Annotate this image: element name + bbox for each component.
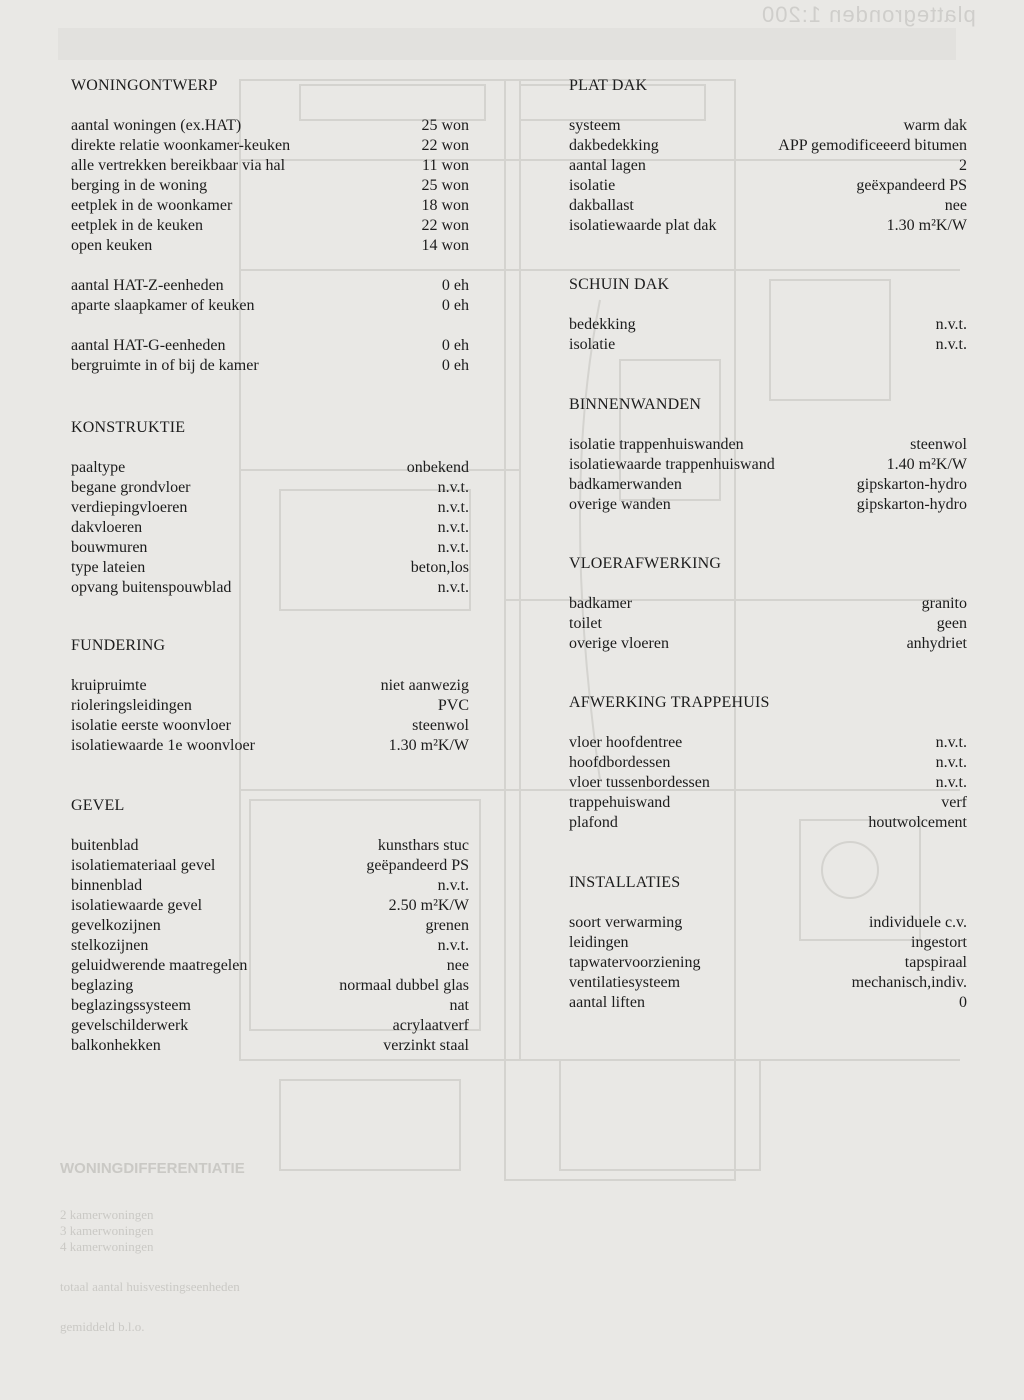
- section-title: PLAT DAK: [569, 77, 648, 94]
- row-value: grenen: [425, 917, 469, 934]
- table-row: [71, 956, 469, 976]
- row-value: 2.50 m²K/W: [388, 897, 469, 914]
- table-row: [71, 676, 469, 696]
- section-konstruktie: [71, 418, 469, 598]
- row-label: vloer hoofdentree: [569, 734, 683, 751]
- row-value: PVC: [437, 697, 469, 714]
- table-row: [71, 296, 469, 316]
- table-row: [71, 996, 469, 1016]
- table-row: [569, 753, 967, 773]
- table-row: [569, 973, 967, 993]
- row-label: aantal liften: [569, 994, 645, 1011]
- row-value: tapspiraal: [904, 954, 967, 971]
- row-label: direkte relatie woonkamer-keuken: [71, 137, 291, 154]
- section-plat-dak: [569, 76, 967, 236]
- row-label: isolatie trappenhuiswanden: [569, 436, 744, 453]
- row-label: verdiepingvloeren: [71, 499, 188, 516]
- row-label: isolatie eerste woonvloer: [71, 717, 231, 734]
- table-row: [569, 773, 967, 793]
- section-title: FUNDERING: [71, 637, 166, 654]
- table-row: [71, 696, 469, 716]
- section-schuin-dak: [569, 275, 967, 355]
- row-label: aantal lagen: [569, 157, 646, 174]
- table-row: [569, 614, 967, 634]
- row-value: acrylaatverf: [392, 1017, 469, 1034]
- table-row: [71, 116, 469, 136]
- row-label: isolatie: [569, 336, 616, 353]
- section-afwerking-trappehuis: [569, 693, 967, 833]
- row-value: 1.30 m²K/W: [388, 737, 469, 754]
- row-value: kunsthars stuc: [377, 837, 469, 854]
- row-label: soort verwarming: [569, 914, 683, 931]
- row-label: beglazingssysteem: [71, 997, 191, 1014]
- table-row: [569, 335, 967, 355]
- row-value: 0: [959, 994, 967, 1011]
- table-row: [569, 116, 967, 136]
- row-value: 1.40 m²K/W: [886, 456, 967, 473]
- row-label: begane grondvloer: [71, 479, 191, 496]
- row-label: aantal HAT-Z-eenheden: [71, 277, 224, 294]
- row-label: isolatiemateriaal gevel: [71, 857, 216, 874]
- row-label: bouwmuren: [71, 539, 148, 556]
- section-title: VLOERAFWERKING: [569, 555, 722, 572]
- row-value: houtwolcement: [868, 814, 967, 831]
- row-label: paaltype: [71, 459, 126, 476]
- row-value: n.v.t.: [935, 316, 967, 333]
- row-value: anhydriet: [906, 635, 967, 652]
- row-label: gevelkozijnen: [71, 917, 161, 934]
- row-value: gipskarton-hydro: [856, 496, 967, 513]
- table-row: [71, 458, 469, 478]
- table-row: [71, 976, 469, 996]
- table-row: [71, 736, 469, 756]
- row-label: badkamer: [569, 595, 633, 612]
- row-value: 14 won: [421, 237, 469, 254]
- table-row: [569, 793, 967, 813]
- row-value: 22 won: [421, 137, 469, 154]
- row-value: nat: [449, 997, 469, 1014]
- table-row: [71, 478, 469, 498]
- table-row: [569, 594, 967, 614]
- table-row: [71, 156, 469, 176]
- row-label: stelkozijnen: [71, 937, 149, 954]
- row-value: geëpandeerd PS: [366, 857, 469, 874]
- row-value: 25 won: [421, 117, 469, 134]
- row-label: geluidwerende maatregelen: [71, 957, 248, 974]
- row-value: onbekend: [406, 459, 469, 476]
- row-label: plafond: [569, 814, 618, 831]
- table-row: [71, 916, 469, 936]
- ghost-footer-row: 3 kamerwoningen: [60, 1223, 154, 1238]
- table-row: [71, 716, 469, 736]
- row-label: aantal woningen (ex.HAT): [71, 117, 242, 134]
- table-row: [569, 156, 967, 176]
- section-title: GEVEL: [71, 797, 125, 814]
- table-row: [71, 176, 469, 196]
- table-row: [71, 356, 469, 376]
- row-value: n.v.t.: [935, 336, 967, 353]
- row-label: eetplek in de woonkamer: [71, 197, 233, 214]
- section-installaties: [569, 873, 967, 1013]
- table-row: [71, 216, 469, 236]
- ghost-footer-row: 2 kamerwoningen: [60, 1207, 154, 1222]
- row-label: gevelschilderwerk: [71, 1017, 189, 1034]
- section-title: SCHUIN DAK: [569, 276, 670, 293]
- row-label: open keuken: [71, 237, 153, 254]
- row-value: 0 eh: [441, 337, 469, 354]
- row-label: isolatiewaarde 1e woonvloer: [71, 737, 255, 754]
- row-value: 0 eh: [441, 297, 469, 314]
- row-label: leidingen: [569, 934, 629, 951]
- row-label: beglazing: [71, 977, 134, 994]
- row-value: 1.30 m²K/W: [886, 217, 967, 234]
- row-label: overige vloeren: [569, 635, 669, 652]
- row-label: eetplek in de keuken: [71, 217, 203, 234]
- row-value: verzinkt staal: [383, 1037, 469, 1054]
- row-label: opvang buitenspouwblad: [71, 579, 232, 596]
- row-value: n.v.t.: [437, 539, 469, 556]
- section-vloerafwerking: [569, 554, 967, 654]
- row-label: aantal HAT-G-eenheden: [71, 337, 226, 354]
- table-row: [71, 276, 469, 296]
- row-value: 0 eh: [441, 277, 469, 294]
- row-label: rioleringsleidingen: [71, 697, 192, 714]
- section-title: AFWERKING TRAPPEHUIS: [569, 694, 770, 711]
- row-label: isolatie: [569, 177, 616, 194]
- row-value: n.v.t.: [437, 479, 469, 496]
- table-row: [569, 455, 967, 475]
- section-binnenwanden: [569, 395, 967, 515]
- row-value: n.v.t.: [935, 754, 967, 771]
- table-row: [71, 1036, 469, 1056]
- section-fundering: [71, 636, 469, 756]
- table-row: [569, 634, 967, 654]
- row-label: isolatiewaarde trappenhuiswand: [569, 456, 775, 473]
- table-row: [569, 475, 967, 495]
- row-value: n.v.t.: [935, 774, 967, 791]
- table-row: [569, 196, 967, 216]
- table-row: [71, 836, 469, 856]
- row-label: balkonhekken: [71, 1037, 161, 1054]
- row-value: 0 eh: [441, 357, 469, 374]
- row-value: niet aanwezig: [380, 677, 469, 694]
- row-label: hoofdbordessen: [569, 754, 671, 771]
- table-row: [71, 876, 469, 896]
- section-title: BINNENWANDEN: [569, 396, 702, 413]
- row-label: kruipruimte: [71, 677, 147, 694]
- ghost-footer-row: 4 kamerwoningen: [60, 1239, 154, 1254]
- row-value: n.v.t.: [437, 519, 469, 536]
- ghost-footer-row: totaal aantal huisvestingseenheden: [60, 1279, 240, 1294]
- row-value: n.v.t.: [437, 937, 469, 954]
- row-label: binnenblad: [71, 877, 143, 894]
- table-row: [71, 896, 469, 916]
- table-row: [71, 518, 469, 538]
- row-label: ventilatiesysteem: [569, 974, 681, 991]
- table-row: [71, 1016, 469, 1036]
- row-value: n.v.t.: [437, 877, 469, 894]
- row-value: verf: [941, 794, 967, 811]
- ghost-footer-row: gemiddeld b.l.o.: [60, 1319, 145, 1334]
- ghost-footer: [60, 1160, 980, 1335]
- table-row: [71, 136, 469, 156]
- row-value: mechanisch,indiv.: [851, 974, 967, 991]
- section-gevel: [71, 796, 469, 1056]
- row-label: dakbedekking: [569, 137, 659, 154]
- row-value: 18 won: [421, 197, 469, 214]
- table-row: [569, 435, 967, 455]
- table-row: [569, 216, 967, 236]
- row-value: geen: [936, 615, 967, 632]
- row-label: bergruimte in of bij de kamer: [71, 357, 259, 374]
- row-label: badkamerwanden: [569, 476, 682, 493]
- row-value: nee: [944, 197, 967, 214]
- row-label: systeem: [569, 117, 621, 134]
- row-value: normaal dubbel glas: [339, 977, 469, 994]
- row-value: n.v.t.: [437, 579, 469, 596]
- row-value: APP gemodificeeerd bitumen: [778, 137, 967, 154]
- row-value: beton,los: [410, 559, 469, 576]
- table-row: [71, 538, 469, 558]
- section-title: INSTALLATIES: [569, 874, 681, 891]
- row-label: aparte slaapkamer of keuken: [71, 297, 255, 314]
- row-value: granito: [921, 595, 967, 612]
- table-row: [71, 936, 469, 956]
- table-row: [569, 953, 967, 973]
- table-row: [569, 913, 967, 933]
- row-value: steenwol: [412, 717, 469, 734]
- row-label: toilet: [569, 615, 602, 632]
- row-value: steenwol: [910, 436, 967, 453]
- section-title: KONSTRUKTIE: [71, 419, 186, 436]
- table-row: [569, 993, 967, 1013]
- table-row: [569, 176, 967, 196]
- row-label: isolatiewaarde gevel: [71, 897, 203, 914]
- row-value: 25 won: [421, 177, 469, 194]
- table-row: [71, 236, 469, 256]
- section-woningontwerp: [71, 76, 469, 376]
- row-value: warm dak: [903, 117, 967, 134]
- ghost-title: plattegronden 1:200: [761, 2, 976, 27]
- ghost-footer-title: WONINGDIFFERENTIATIE: [60, 1160, 245, 1177]
- row-value: gipskarton-hydro: [856, 476, 967, 493]
- row-value: nee: [446, 957, 469, 974]
- table-row: [569, 813, 967, 833]
- table-row: [569, 733, 967, 753]
- row-label: buitenblad: [71, 837, 139, 854]
- section-title: WONINGONTWERP: [71, 77, 218, 94]
- table-row: [569, 495, 967, 515]
- table-row: [569, 136, 967, 156]
- row-value: ingestort: [911, 934, 967, 951]
- row-value: 2: [959, 157, 967, 174]
- row-value: 22 won: [421, 217, 469, 234]
- table-row: [569, 933, 967, 953]
- table-row: [569, 315, 967, 335]
- table-row: [71, 578, 469, 598]
- row-label: isolatiewaarde plat dak: [569, 217, 717, 234]
- row-value: 11 won: [422, 157, 469, 174]
- row-label: vloer tussenbordessen: [569, 774, 710, 791]
- row-value: n.v.t.: [437, 499, 469, 516]
- row-label: dakvloeren: [71, 519, 143, 536]
- table-row: [71, 196, 469, 216]
- row-label: type lateien: [71, 559, 146, 576]
- row-value: geëxpandeerd PS: [856, 177, 967, 194]
- row-label: berging in de woning: [71, 177, 208, 194]
- row-label: bedekking: [569, 316, 636, 333]
- table-row: [71, 558, 469, 578]
- row-value: individuele c.v.: [868, 914, 967, 931]
- row-label: trappehuiswand: [569, 794, 671, 811]
- row-label: overige wanden: [569, 496, 671, 513]
- table-row: [71, 498, 469, 518]
- table-row: [71, 336, 469, 356]
- table-row: [71, 856, 469, 876]
- row-label: alle vertrekken bereikbaar via hal: [71, 157, 286, 174]
- row-label: dakballast: [569, 197, 634, 214]
- row-value: n.v.t.: [935, 734, 967, 751]
- row-label: tapwatervoorziening: [569, 954, 701, 971]
